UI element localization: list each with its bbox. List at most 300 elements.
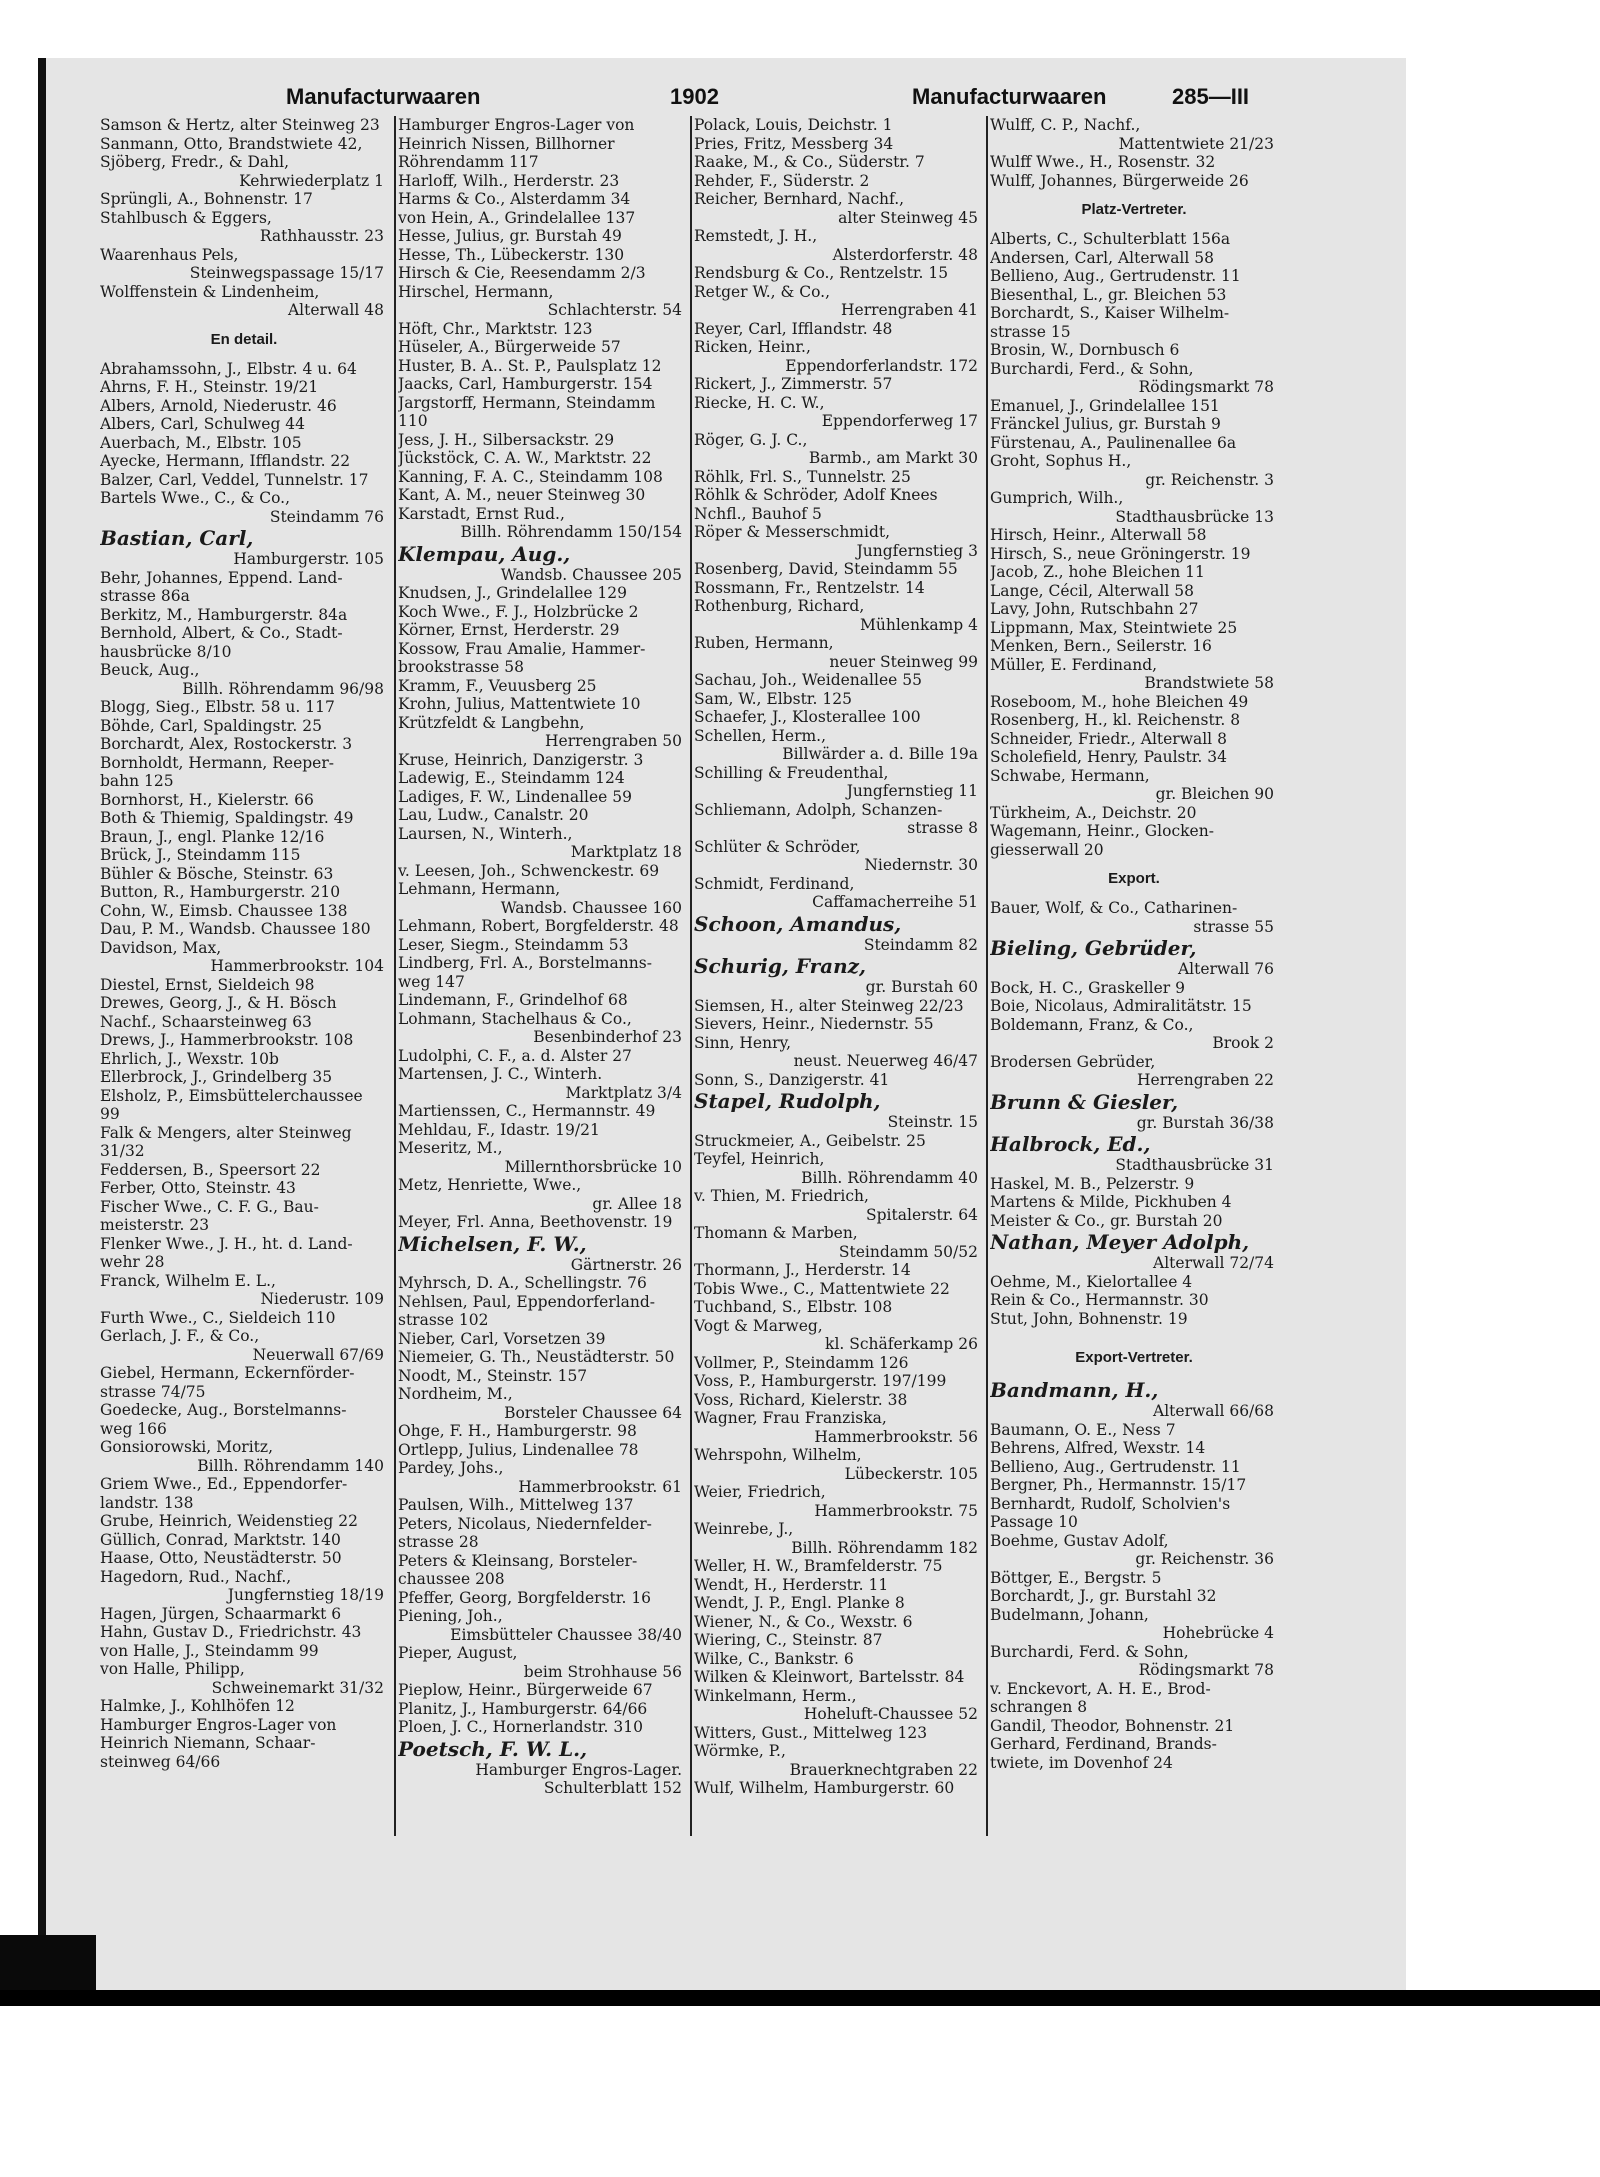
- directory-entry: bahn 125: [100, 772, 174, 790]
- directory-entry: Türkheim, A., Deichstr. 20: [990, 803, 1197, 822]
- directory-entry: Borchardt, J., gr. Burstahl 32: [990, 1587, 1217, 1605]
- directory-entry: Falk & Mengers, alter Steinweg: [100, 1123, 352, 1142]
- entry-continuation: Billh. Röhrendamm 150/154: [460, 523, 682, 541]
- directory-entry: Albers, Arnold, Niederustr. 46: [100, 396, 337, 415]
- directory-entry: Budelmann, Johann,: [990, 1605, 1149, 1624]
- directory-entry: Button, R., Hamburgerstr. 210: [100, 883, 341, 901]
- directory-entry: Remstedt, J. H.,: [694, 227, 818, 245]
- header-right-title: Manufacturwaaren: [912, 84, 1107, 109]
- column-4: [990, 116, 1278, 1996]
- directory-entry: Diestel, Ernst, Sieldeich 98: [100, 975, 315, 994]
- directory-entry: Meister & Co., gr. Burstah 20: [990, 1211, 1223, 1230]
- directory-entry: Andersen, Carl, Alterwall 58: [990, 248, 1215, 267]
- entry-continuation: Hammerbrookstr. 75: [814, 1501, 978, 1520]
- directory-entry: Baumann, O. E., Ness 7: [990, 1420, 1176, 1439]
- directory-entry: Schmidt, Ferdinand,: [694, 874, 855, 893]
- directory-entry: Ricken, Heinr.,: [694, 338, 811, 356]
- entry-continuation: Hammerbrookstr. 56: [814, 1427, 978, 1446]
- directory-entry: Davidson, Max,: [100, 938, 222, 957]
- directory-entry: Röhlk & Schröder, Adolf Knees: [694, 486, 938, 504]
- bold-firm-name: Bieling, Gebrüder,: [990, 936, 1197, 960]
- directory-entry: Haskel, M. B., Pelzerstr. 9: [990, 1174, 1195, 1193]
- entry-continuation: Spitalerstr. 64: [866, 1205, 978, 1224]
- column-3: [694, 116, 982, 1996]
- directory-entry: Rossmann, Fr., Rentzelstr. 14: [694, 578, 925, 597]
- directory-entry: v. Leesen, Joh., Schwenckestr. 69: [398, 861, 660, 880]
- directory-entry: Meseritz, M.,: [398, 1139, 503, 1157]
- header-page-number: 285—III: [1172, 84, 1250, 109]
- entry-continuation: Stadthausbrücke 13: [1115, 507, 1274, 526]
- entry-continuation: Rathhausstr. 23: [259, 227, 384, 245]
- column-rule-2: [690, 116, 692, 1836]
- section-heading: En detail.: [210, 330, 278, 348]
- entry-continuation: strasse 55: [1193, 917, 1274, 936]
- entry-continuation: Herrengraben 22: [1137, 1071, 1274, 1089]
- directory-entry: Retger W., & Co.,: [694, 282, 831, 301]
- directory-entry: Ohge, F. H., Hamburgerstr. 98: [398, 1422, 637, 1440]
- directory-entry: Bernhardt, Rudolf, Scholvien's: [990, 1494, 1231, 1513]
- directory-entry: Koch Wwe., F. J., Holzbrücke 2: [398, 602, 639, 621]
- directory-entry: Wagner, Frau Franziska,: [694, 1409, 887, 1427]
- entry-continuation: Hoheluft-Chaussee 52: [803, 1705, 978, 1723]
- spacer: [990, 1338, 1278, 1348]
- directory-entry: strasse 74/75: [100, 1382, 206, 1401]
- page-left-edge: [38, 58, 46, 1993]
- entry-continuation: Brook 2: [1212, 1034, 1274, 1052]
- directory-entry: Kossow, Frau Amalie, Hammer-: [398, 639, 646, 658]
- bold-firm-name: Poetsch, F. W. L.,: [398, 1736, 588, 1761]
- directory-entry: Scholefield, Henry, Paulstr. 34: [990, 748, 1228, 766]
- directory-entry: Myhrsch, D. A., Schellingstr. 76: [398, 1274, 647, 1292]
- directory-entry: Giebel, Hermann, Eckernförder-: [100, 1364, 355, 1382]
- column-2: [398, 116, 686, 1996]
- entry-continuation: Schweinemarkt 31/32: [211, 1678, 384, 1697]
- directory-entry: Martienssen, C., Hermannstr. 49: [398, 1102, 656, 1120]
- directory-entry: Rein & Co., Hermannstr. 30: [990, 1291, 1209, 1309]
- directory-entry: Raake, M., & Co., Süderstr. 7: [694, 153, 925, 171]
- entry-continuation: Stadthausbrücke 31: [1115, 1156, 1274, 1174]
- directory-entry: Reicher, Bernhard, Nachf.,: [694, 190, 905, 208]
- entry-continuation: gr. Reichenstr. 36: [1135, 1550, 1274, 1568]
- directory-entry: Weller, H. W., Bramfelderstr. 75: [694, 1557, 943, 1575]
- directory-entry: Beuck, Aug.,: [100, 661, 200, 679]
- directory-entry: Bartels Wwe., C., & Co.,: [100, 489, 291, 507]
- directory-entry: Bergner, Ph., Hermannstr. 15/17: [990, 1476, 1247, 1494]
- entry-continuation: Brauerknechtgraben 22: [789, 1760, 978, 1779]
- directory-entry: strasse 102: [398, 1311, 489, 1329]
- directory-entry: Peters & Kleinsang, Borsteler-: [398, 1551, 638, 1570]
- directory-entry: Stut, John, Bohnenstr. 19: [990, 1309, 1188, 1328]
- entry-continuation: Barmb., am Markt 30: [808, 449, 978, 467]
- directory-entry: Röhlk, Frl. S., Tunnelstr. 25: [694, 467, 911, 486]
- directory-entry: Jacob, Z., hohe Bleichen 11: [990, 563, 1205, 581]
- directory-entry: Hesse, Julius, gr. Burstah 49: [398, 227, 622, 245]
- entry-continuation: Alsterdorferstr. 48: [832, 245, 978, 264]
- entry-continuation: Steinwegspassage 15/17: [189, 264, 384, 282]
- directory-entry: Sprüngli, A., Bohnenstr. 17: [100, 190, 313, 208]
- directory-entry: Mehldau, F., Idastr. 19/21: [398, 1120, 600, 1139]
- directory-entry: Höft, Chr., Marktstr. 123: [398, 319, 593, 338]
- entry-continuation: Mattentwiete 21/23: [1118, 134, 1274, 153]
- bold-firm-name: Bandmann, H.,: [990, 1378, 1159, 1402]
- bold-firm-name: Bastian, Carl,: [100, 526, 254, 550]
- directory-entry: Kramm, F., Veuusberg 25: [398, 676, 597, 695]
- entry-continuation: Lübeckerstr. 105: [844, 1464, 978, 1483]
- entry-continuation: Niederustr. 109: [260, 1290, 384, 1308]
- entry-continuation: neust. Neuerweg 46/47: [793, 1052, 978, 1070]
- directory-entry: Dau, P. M., Wandsb. Chaussee 180: [100, 920, 371, 938]
- entry-continuation: Brandstwiete 58: [1144, 674, 1274, 692]
- directory-entry: Feddersen, B., Speersort 22: [100, 1160, 321, 1179]
- directory-entry: Gerhard, Ferdinand, Brands-: [990, 1735, 1217, 1753]
- directory-entry: Bernhold, Albert, & Co., Stadt-: [100, 624, 343, 642]
- directory-entry: Vollmer, P., Steindamm 126: [694, 1353, 909, 1372]
- bold-firm-name: Halbrock, Ed.,: [990, 1132, 1151, 1156]
- directory-entry: Roseboom, M., hohe Bleichen 49: [990, 692, 1249, 711]
- directory-entry: Noodt, M., Steinstr. 157: [398, 1366, 588, 1385]
- directory-entry: Wiering, C., Steinstr. 87: [694, 1631, 883, 1649]
- directory-entry: Lippmann, Max, Steintwiete 25: [990, 618, 1238, 637]
- entry-continuation: Herrengraben 41: [841, 301, 978, 319]
- directory-entry: Rendsburg & Co., Rentzelstr. 15: [694, 264, 949, 282]
- directory-entry: Riecke, H. C. W.,: [694, 393, 825, 412]
- directory-entry: Müller, E. Ferdinand,: [990, 655, 1158, 674]
- directory-entry: Jaacks, Carl, Hamburgerstr. 154: [398, 375, 653, 393]
- directory-entry: Wehrspohn, Wilhelm,: [694, 1446, 862, 1464]
- entry-continuation: Hamburger Engros-Lager.: [475, 1760, 682, 1779]
- directory-entry: Blogg, Sieg., Elbstr. 58 u. 117: [100, 698, 335, 716]
- directory-entry: weg 147: [398, 972, 465, 991]
- entry-continuation: Millernthorsbrücke 10: [504, 1157, 682, 1176]
- directory-entry: v. Thien, M. Friedrich,: [694, 1187, 869, 1205]
- directory-entry: Knudsen, J., Grindelallee 129: [398, 584, 628, 602]
- directory-entry: Pardey, Johs.,: [398, 1459, 504, 1477]
- section-heading: Export-Vertreter.: [1075, 1349, 1193, 1366]
- directory-entry: Ludolphi, C. F., a. d. Alster 27: [398, 1046, 632, 1065]
- entry-continuation: Alterwall 66/68: [1153, 1402, 1274, 1420]
- bold-firm-name: Schurig, Franz,: [694, 954, 866, 978]
- directory-entry: Harms & Co., Alsterdamm 34: [398, 190, 631, 208]
- directory-entry: Flenker Wwe., J. H., ht. d. Land-: [100, 1234, 353, 1253]
- entry-continuation: Borsteler Chaussee 64: [504, 1403, 682, 1422]
- directory-entry: Ayecke, Hermann, Ifflandstr. 22: [100, 452, 351, 470]
- bold-firm-name: Klempau, Aug.,: [398, 541, 571, 566]
- directory-entry: Harloff, Wilh., Herderstr. 23: [398, 171, 620, 190]
- entry-continuation: Gärtnerstr. 26: [570, 1255, 682, 1274]
- directory-entry: Bornhorst, H., Kielerstr. 66: [100, 790, 314, 809]
- column-rule-3: [986, 116, 988, 1836]
- directory-entry: Metz, Henriette, Wwe.,: [398, 1176, 582, 1194]
- directory-entry: Both & Thiemig, Spaldingstr. 49: [100, 809, 354, 827]
- directory-entry: Fischer Wwe., C. F. G., Bau-: [100, 1197, 319, 1216]
- directory-entry: Ahrns, F. H., Steinstr. 19/21: [100, 378, 319, 396]
- entry-continuation: Billh. Röhrendamm 140: [197, 1456, 384, 1475]
- directory-entry: wehr 28: [100, 1253, 165, 1271]
- header-year: 1902: [670, 84, 719, 109]
- directory-entry: Leser, Siegm., Steindamm 53: [398, 935, 629, 954]
- directory-entry: 31/32: [100, 1142, 145, 1160]
- directory-entry: Teyfel, Heinrich,: [694, 1150, 825, 1168]
- directory-entry: Schlüter & Schröder,: [694, 837, 861, 856]
- directory-entry: Wilke, C., Bankstr. 6: [694, 1649, 854, 1668]
- directory-entry: Wulff Wwe., H., Rosenstr. 32: [990, 153, 1216, 171]
- directory-entry: Huster, B. A.. St. P., Paulsplatz 12: [398, 356, 662, 375]
- directory-entry: Meyer, Frl. Anna, Beethovenstr. 19: [398, 1213, 673, 1231]
- entry-continuation: gr. Reichenstr. 3: [1145, 470, 1274, 489]
- directory-entry: Polack, Louis, Deichstr. 1: [694, 116, 893, 134]
- spacer: [990, 190, 1278, 200]
- entry-continuation: beim Strohhause 56: [523, 1662, 682, 1681]
- directory-entry: Gerlach, J. F., & Co.,: [100, 1327, 260, 1345]
- entry-continuation: Hammerbrookstr. 104: [210, 957, 384, 975]
- directory-entry: Brodersen Gebrüder,: [990, 1052, 1156, 1071]
- directory-entry: giesserwall 20: [990, 840, 1104, 859]
- directory-entry: Cohn, W., Eimsb. Chaussee 138: [100, 901, 348, 920]
- directory-entry: Grube, Heinrich, Weidenstieg 22: [100, 1512, 358, 1530]
- entry-continuation: Schlachterstr. 54: [547, 301, 682, 319]
- directory-entry: Niemeier, G. Th., Neustädterstr. 50: [398, 1348, 675, 1366]
- directory-entry: Burchardi, Ferd. & Sohn,: [990, 1642, 1189, 1661]
- directory-entry: Wendt, J. P., Engl. Planke 8: [694, 1594, 905, 1612]
- directory-entry: Struckmeier, A., Geibelstr. 25: [694, 1131, 926, 1150]
- directory-entry: Nordheim, M.,: [398, 1385, 513, 1403]
- directory-entry: Boie, Nicolaus, Admiralitätstr. 15: [990, 997, 1252, 1015]
- directory-entry: Abrahamssohn, J., Elbstr. 4 u. 64: [100, 359, 357, 378]
- directory-entry: Ploen, J. C., Hornerlandstr. 310: [398, 1718, 643, 1736]
- directory-entry: Borchardt, Alex, Rostockerstr. 3: [100, 735, 353, 753]
- entry-continuation: Billh. Röhrendamm 182: [791, 1538, 978, 1557]
- header-left-title: Manufacturwaaren: [286, 84, 481, 109]
- directory-entry: Passage 10: [990, 1513, 1078, 1531]
- directory-entry: Gumprich, Wilh.,: [990, 489, 1124, 507]
- directory-entry: twiete, im Dovenhof 24: [990, 1753, 1173, 1772]
- spacer: [100, 350, 388, 360]
- entry-continuation: kl. Schäferkamp 26: [825, 1335, 978, 1353]
- directory-entry: Pries, Fritz, Messberg 34: [694, 134, 894, 153]
- directory-entry: Wörmke, P.,: [694, 1742, 786, 1760]
- directory-entry: Bühler & Bösche, Steinstr. 63: [100, 864, 334, 883]
- directory-entry: Voss, P., Hamburgerstr. 197/199: [694, 1372, 947, 1390]
- directory-entry: Gandil, Theodor, Bohnenstr. 21: [990, 1716, 1235, 1735]
- directory-entry: Albers, Carl, Schulweg 44: [100, 415, 306, 433]
- directory-entry: Auerbach, M., Elbstr. 105: [100, 433, 302, 452]
- directory-entry: Karstadt, Ernst Rud.,: [398, 504, 565, 523]
- directory-entry: Sachau, Joh., Weidenallee 55: [694, 671, 922, 689]
- directory-entry: Sievers, Heinr., Niedernstr. 55: [694, 1015, 934, 1033]
- directory-entry: Schilling & Freudenthal,: [694, 763, 889, 782]
- directory-entry: Bock, H. C., Graskeller 9: [990, 978, 1185, 997]
- entry-continuation: Billh. Röhrendamm 40: [801, 1168, 978, 1187]
- directory-entry: Wilken & Kleinwort, Bartelsstr. 84: [694, 1668, 965, 1686]
- directory-entry: von Halle, Philipp,: [100, 1660, 245, 1678]
- directory-entry: Rehder, F., Süderstr. 2: [694, 171, 870, 190]
- directory-entry: Ferber, Otto, Steinstr. 43: [100, 1179, 296, 1197]
- directory-entry: Drews, J., Hammerbrookstr. 108: [100, 1031, 354, 1049]
- directory-entry: Oehme, M., Kielortallee 4: [990, 1272, 1193, 1291]
- directory-entry: steinweg 64/66: [100, 1752, 221, 1771]
- directory-entry: Peters, Nicolaus, Niedernfelder-: [398, 1514, 652, 1533]
- entry-continuation: Herrengraben 50: [545, 732, 682, 750]
- column-1: [100, 116, 388, 1996]
- entry-continuation: neuer Steinweg 99: [829, 652, 978, 671]
- entry-continuation: Alterwall 72/74: [1153, 1254, 1274, 1272]
- directory-entry: Griem Wwe., Ed., Eppendorfer-: [100, 1475, 348, 1493]
- entry-continuation: Besenbinderhof 23: [533, 1028, 682, 1046]
- directory-entry: Paulsen, Wilh., Mittelweg 137: [398, 1496, 634, 1514]
- directory-entry: v. Enckevort, A. H. E., Brod-: [990, 1679, 1211, 1698]
- directory-entry: Boldemann, Franz, & Co.,: [990, 1015, 1194, 1034]
- directory-entry: Borchardt, S., Kaiser Wilhelm-: [990, 304, 1230, 322]
- directory-entry: Hamburger Engros-Lager von: [398, 116, 635, 134]
- directory-entry: Heinrich Niemann, Schaar-: [100, 1734, 316, 1752]
- directory-entry: Braun, J., engl. Planke 12/16: [100, 827, 325, 846]
- entry-continuation: Billh. Röhrendamm 96/98: [182, 679, 384, 698]
- directory-entry: Behrens, Alfred, Wexstr. 14: [990, 1439, 1206, 1457]
- directory-entry: Goedecke, Aug., Borstelmanns-: [100, 1401, 347, 1419]
- entry-continuation: Neuerwall 67/69: [252, 1345, 384, 1364]
- directory-entry: Voss, Richard, Kielerstr. 38: [694, 1390, 908, 1409]
- directory-entry: Furth Wwe., C., Sieldeich 110: [100, 1308, 336, 1327]
- directory-entry: Hagedorn, Rud., Nachf.,: [100, 1567, 292, 1586]
- directory-entry: Kanning, F. A. C., Steindamm 108: [398, 467, 663, 486]
- page-header: [100, 84, 1280, 114]
- directory-entry: Tuchband, S., Elbstr. 108: [694, 1298, 893, 1316]
- directory-entry: Pieper, August,: [398, 1644, 518, 1662]
- directory-entry: Siemsen, H., alter Steinweg 22/23: [694, 996, 964, 1015]
- directory-entry: Emanuel, J., Grindelallee 151: [990, 396, 1220, 415]
- directory-entry: Stahlbusch & Eggers,: [100, 208, 272, 227]
- directory-entry: Hirschel, Hermann,: [398, 282, 554, 301]
- directory-entry: Ruben, Hermann,: [694, 634, 834, 652]
- entry-continuation: Steinstr. 15: [887, 1113, 978, 1131]
- directory-entry: Drewes, Georg, J., & H. Bösch: [100, 994, 337, 1012]
- directory-entry: Lehmann, Hermann,: [398, 880, 561, 898]
- entry-continuation: Niedernstr. 30: [864, 856, 978, 874]
- entry-continuation: Wandsb. Chaussee 205: [500, 565, 682, 584]
- directory-entry: Ehrlich, J., Wexstr. 10b: [100, 1049, 279, 1068]
- directory-entry: Lindberg, Frl. A., Borstelmanns-: [398, 954, 652, 972]
- directory-entry: Behr, Johannes, Eppend. Land-: [100, 568, 343, 587]
- directory-entry: 110: [398, 412, 428, 430]
- spacer: [990, 220, 1278, 230]
- section-heading: Platz-Vertreter.: [1081, 201, 1187, 218]
- entry-continuation: gr. Burstah 36/38: [1136, 1113, 1274, 1132]
- spacer: [100, 320, 388, 330]
- directory-entry: Schliemann, Adolph, Schanzen-: [694, 800, 943, 819]
- directory-entry: Rosenberg, David, Steindamm 55: [694, 560, 958, 578]
- entry-continuation: gr. Bleichen 90: [1155, 785, 1274, 803]
- entry-continuation: Alterwall 76: [1177, 960, 1274, 978]
- entry-continuation: Hamburgerstr. 105: [233, 550, 384, 568]
- directory-entry: Lange, Cécil, Alterwall 58: [990, 581, 1194, 600]
- directory-entry: Güllich, Conrad, Marktstr. 140: [100, 1530, 341, 1549]
- directory-entry: Sanmann, Otto, Brandstwiete 42,: [100, 134, 363, 153]
- entry-continuation: Alterwall 48: [287, 301, 384, 319]
- directory-entry: Rothenburg, Richard,: [694, 597, 865, 615]
- directory-entry: Gonsiorowski, Moritz,: [100, 1438, 273, 1456]
- directory-entry: 99: [100, 1105, 120, 1123]
- directory-entry: Körner, Ernst, Herderstr. 29: [398, 621, 620, 639]
- directory-entry: Hüseler, A., Bürgerweide 57: [398, 338, 621, 356]
- directory-entry: Krohn, Julius, Mattentwiete 10: [398, 695, 641, 713]
- entry-continuation: Jungfernstieg 3: [856, 541, 978, 560]
- directory-entry: strasse 28: [398, 1533, 479, 1551]
- entry-continuation: Steindamm 76: [269, 507, 384, 526]
- directory-entry: Franck, Wilhelm E. L.,: [100, 1271, 276, 1290]
- directory-entry: Kruse, Heinrich, Danzigerstr. 3: [398, 750, 644, 769]
- directory-entry: Hamburger Engros-Lager von: [100, 1715, 337, 1734]
- directory-entry: Tobis Wwe., C., Mattentwiete 22: [694, 1279, 950, 1298]
- directory-entry: Wolffenstein & Lindenheim,: [100, 282, 320, 301]
- directory-entry: Wagemann, Heinr., Glocken-: [990, 822, 1214, 840]
- directory-entry: Ladewig, E., Steindamm 124: [398, 769, 625, 787]
- entry-continuation: Eppendorferweg 17: [821, 412, 978, 430]
- directory-entry: meisterstr. 23: [100, 1216, 210, 1234]
- directory-entry: Alberts, C., Schulterblatt 156a: [990, 230, 1231, 248]
- directory-entry: Wendt, H., Herderstr. 11: [694, 1575, 889, 1594]
- directory-entry: Berkitz, M., Hamburgerstr. 84a: [100, 605, 348, 624]
- directory-entry: Jückstöck, C. A. W., Marktstr. 22: [398, 449, 652, 467]
- entry-continuation: Eppendorferlandstr. 172: [785, 356, 978, 375]
- directory-entry: Hagen, Jürgen, Schaarmarkt 6: [100, 1604, 342, 1623]
- entry-continuation: Kehrwiederplatz 1: [239, 171, 384, 190]
- directory-entry: Nachf., Schaarsteinweg 63: [100, 1012, 312, 1031]
- entry-continuation: Billwärder a. d. Bille 19a: [782, 745, 978, 763]
- directory-entry: Weinrebe, J.,: [694, 1520, 794, 1538]
- directory-entry: Röhrendamm 117: [398, 153, 539, 171]
- directory-entry: Ortlepp, Julius, Lindenallee 78: [398, 1440, 639, 1459]
- directory-entry: Nchfl., Bauhof 5: [694, 504, 822, 523]
- bold-firm-name: Nathan, Meyer Adolph,: [990, 1230, 1250, 1254]
- directory-entry: chaussee 208: [398, 1570, 505, 1588]
- entry-continuation: Eimsbütteler Chaussee 38/40: [450, 1625, 682, 1644]
- directory-entry: Schellen, Herm.,: [694, 726, 827, 745]
- bold-firm-name: Brunn & Giesler,: [990, 1089, 1179, 1114]
- column-rule-1: [394, 116, 396, 1836]
- directory-entry: Krützfeldt & Langbehn,: [398, 713, 585, 732]
- spacer: [990, 1328, 1278, 1338]
- directory-entry: Hahn, Gustav D., Friedrichstr. 43: [100, 1623, 362, 1641]
- directory-entry: Heinrich Nissen, Billhorner: [398, 134, 615, 153]
- directory-entry: Sam, W., Elbstr. 125: [694, 689, 852, 708]
- directory-entry: Rosenberg, H., kl. Reichenstr. 8: [990, 711, 1241, 729]
- directory-entry: Burchardi, Ferd., & Sohn,: [990, 359, 1194, 378]
- directory-entry: Laursen, N., Winterh.,: [398, 824, 573, 843]
- directory-entry: Martensen, J. C., Winterh.: [398, 1065, 603, 1083]
- entry-continuation: Jungfernstieg 11: [846, 782, 978, 800]
- entry-continuation: alter Steinweg 45: [838, 208, 978, 227]
- directory-entry: Lavy, John, Rutschbahn 27: [990, 600, 1199, 618]
- directory-entry: Rickert, J., Zimmerstr. 57: [694, 375, 893, 393]
- directory-entry: Hirsch, S., neue Gröningerstr. 19: [990, 544, 1251, 563]
- directory-entry: Biesenthal, L., gr. Bleichen 53: [990, 285, 1227, 304]
- directory-entry: Lehmann, Robert, Borgfelderstr. 48: [398, 917, 679, 935]
- directory-entry: Lau, Ludw., Canalstr. 20: [398, 806, 589, 824]
- directory-entry: Böttger, E., Bergstr. 5: [990, 1568, 1162, 1587]
- spacer: [990, 1368, 1278, 1378]
- entry-continuation: Marktplatz 18: [570, 843, 682, 861]
- entry-continuation: Hammerbrookstr. 61: [518, 1477, 682, 1496]
- directory-entry: landstr. 138: [100, 1493, 194, 1512]
- directory-entry: Röger, G. J. C.,: [694, 430, 808, 449]
- directory-entry: Bellieno, Aug., Gertrudenstr. 11: [990, 1457, 1241, 1476]
- directory-entry: Halmke, J., Kohlhöfen 12: [100, 1697, 295, 1715]
- entry-continuation: Hohebrücke 4: [1162, 1624, 1274, 1642]
- directory-entry: von Hein, A., Grindelallee 137: [398, 208, 636, 227]
- entry-continuation: Rödingsmarkt 78: [1138, 378, 1274, 396]
- directory-entry: Pieplow, Heinr., Bürgerweide 67: [398, 1681, 653, 1699]
- directory-entry: Weier, Friedrich,: [694, 1483, 826, 1501]
